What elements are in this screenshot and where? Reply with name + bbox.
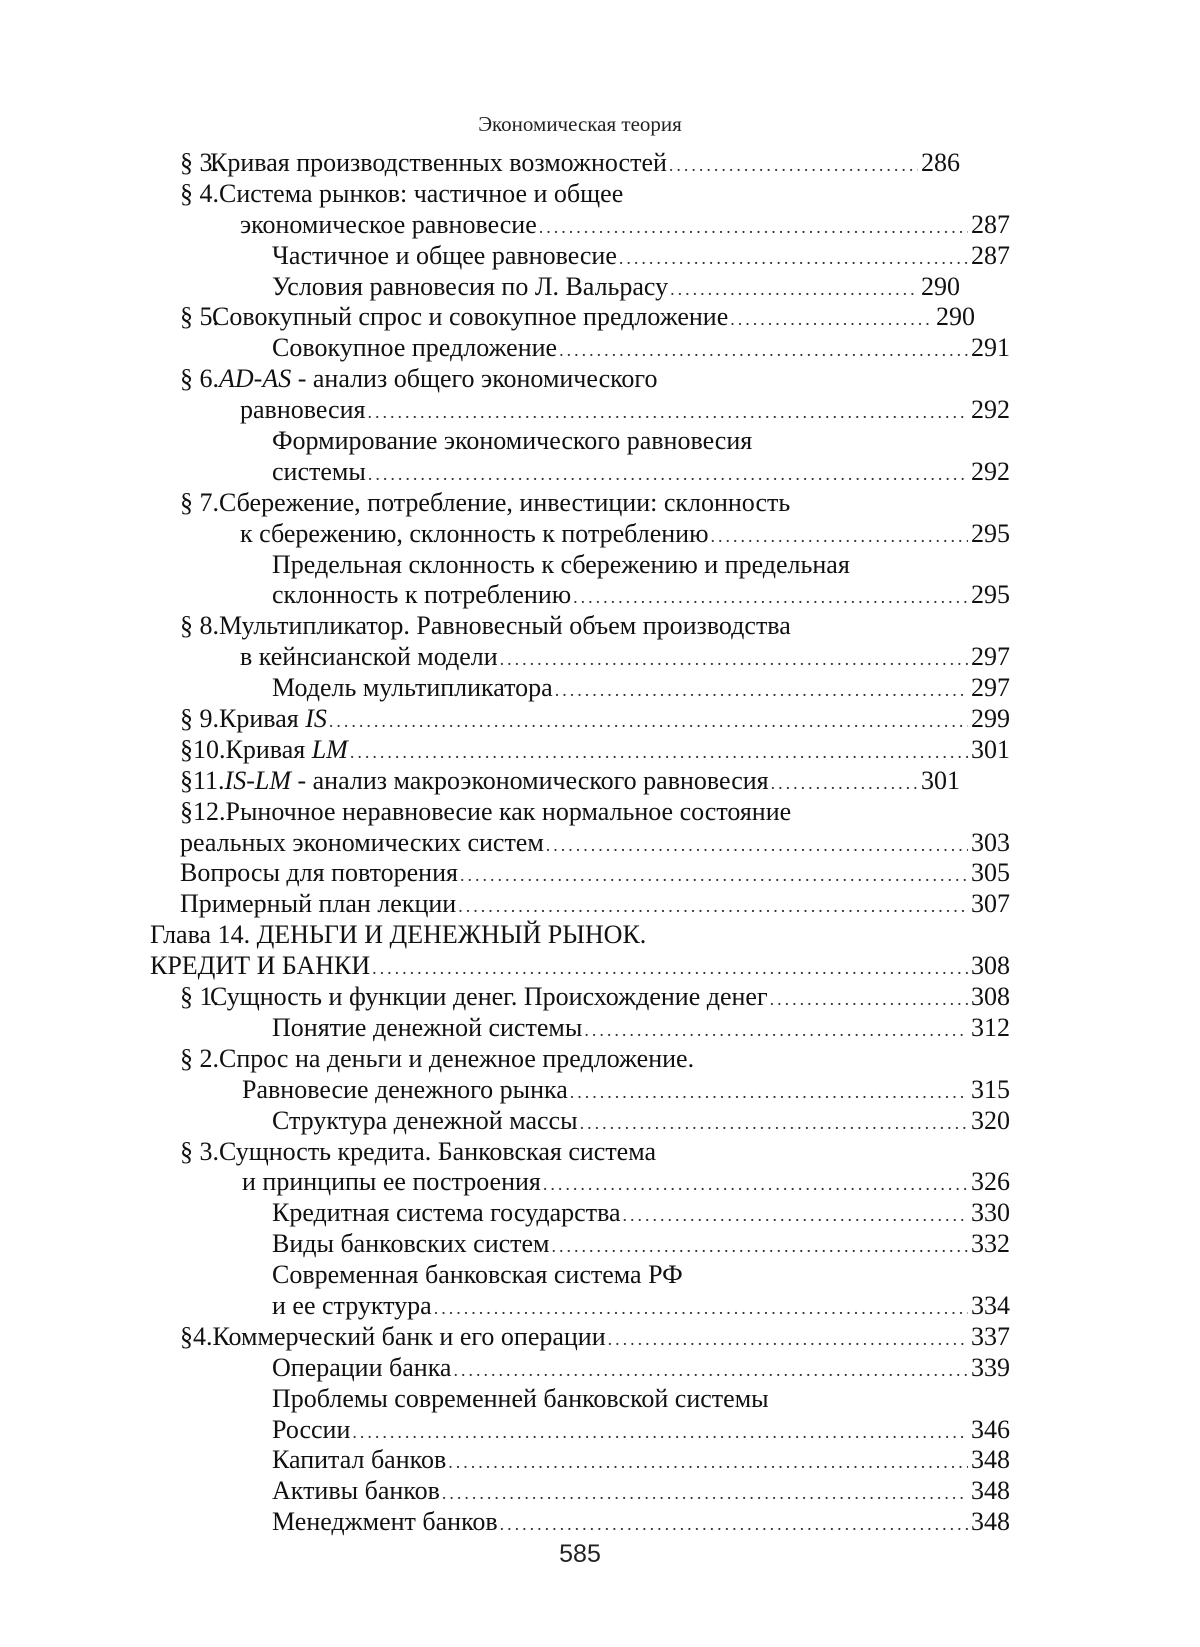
page-ref: 301 (971, 734, 1010, 764)
page-ref: 312 (971, 1012, 1010, 1042)
entry-title: реальных экономических систем (180, 827, 544, 857)
toc-entry (0, 1044, 1010, 1075)
entry-title: Кривая LM (225, 734, 348, 764)
toc-entry (0, 735, 1010, 766)
entry-title: Примерный план лекции (180, 889, 457, 919)
dot-leader (669, 150, 918, 181)
toc-entry (0, 148, 960, 179)
dot-leader (770, 984, 968, 1015)
dot-leader (573, 582, 968, 613)
entry-title: и принципы ее построения (242, 1167, 541, 1197)
dot-leader (552, 1231, 968, 1262)
dot-leader (448, 1447, 968, 1478)
entry-title: Активы банков (272, 1476, 440, 1506)
toc-entry (0, 704, 1010, 735)
dot-leader (500, 1509, 968, 1540)
entry-title: Частичное и общее равновесие (272, 240, 617, 270)
toc-entry (0, 982, 1010, 1013)
toc-entry (0, 1075, 1010, 1106)
dot-leader (623, 1200, 968, 1231)
page-ref: 308 (971, 982, 1010, 1012)
toc-entry (0, 642, 1010, 673)
entry-title: экономическое равновесие (240, 209, 537, 239)
page-ref: 330 (971, 1198, 1010, 1228)
section-number: §10. (180, 734, 226, 764)
toc-entry (0, 1322, 1010, 1353)
page-ref: 297 (971, 642, 1010, 672)
toc-entry (0, 580, 1010, 611)
entry-title: равновесия (240, 395, 366, 425)
page-ref: 326 (971, 1167, 1010, 1197)
dot-leader (608, 1324, 968, 1355)
entry-title: Мультипликатор. Равновесный объем производства (219, 611, 791, 641)
dot-leader (559, 335, 968, 366)
entry-title: Система рынков: частичное и общее (219, 178, 624, 208)
dot-leader (458, 891, 968, 922)
running-header: Экономическая теория (478, 112, 682, 136)
toc-entry (0, 457, 1010, 488)
page-ref: 339 (971, 1352, 1010, 1382)
page-ref: 348 (971, 1445, 1010, 1475)
toc-entry (0, 210, 1010, 241)
section-number: § 4. (180, 178, 219, 208)
entry-title: Структура денежной массы (272, 1105, 578, 1135)
toc-entry (0, 1106, 1010, 1137)
toc-entry (0, 611, 1010, 642)
entry-title: Совокупный спрос и совокупное предложение (212, 302, 729, 332)
toc-entry (0, 1384, 1010, 1415)
entry-title: Формирование экономического равновесия (272, 426, 753, 456)
page-ref: 295 (971, 580, 1010, 610)
dot-leader (368, 459, 968, 490)
page-ref: 291 (971, 333, 1010, 363)
page-ref: 332 (971, 1229, 1010, 1259)
entry-title: Кривая производственных возможностей (210, 148, 667, 177)
entry-title: Сбережение, потребление, инвестиции: склонность (219, 487, 791, 517)
dot-leader (730, 304, 933, 335)
section-number: § 9. (180, 704, 219, 734)
entry-title: России (272, 1414, 351, 1444)
toc-entry (0, 1013, 1010, 1044)
toc-entry (0, 179, 1010, 210)
entry-title: Рыночное неравновесие как нормальное состояние (225, 796, 792, 826)
entry-title: Коммерческий банк и его операции (212, 1321, 606, 1351)
section-number: § 2. (180, 1043, 219, 1073)
section-number: §4. (180, 1321, 213, 1351)
toc-entry (0, 1476, 1010, 1507)
toc-entry (0, 858, 1010, 889)
dot-leader (367, 397, 968, 428)
toc-entry (0, 364, 1010, 395)
page-ref: 299 (971, 704, 1010, 734)
entry-title: Предельная склонность к сбережению и предельная (272, 549, 850, 579)
dot-leader (619, 243, 968, 274)
dot-leader (350, 737, 968, 768)
entry-title: Сущность и функции денег. Происхождение денег (210, 982, 768, 1012)
dot-leader (434, 1293, 968, 1324)
dot-leader (711, 521, 968, 552)
toc-entry (0, 1445, 1010, 1476)
dot-leader (539, 212, 968, 243)
dot-leader (352, 1417, 968, 1448)
page-ref: 307 (971, 889, 1010, 919)
section-number: § 3. (180, 1136, 219, 1166)
toc-entry (0, 488, 1010, 519)
page-number: 585 (559, 1540, 601, 1568)
dot-leader (570, 1077, 968, 1108)
section-number: § 7. (180, 487, 219, 517)
page-ref: 308 (971, 951, 1010, 981)
toc-entry (0, 395, 1010, 426)
page-ref: 334 (971, 1290, 1010, 1320)
section-number: §12. (180, 796, 226, 826)
section-number: §11. (180, 765, 225, 795)
entry-title: Понятие денежной системы (272, 1012, 583, 1042)
dot-leader (329, 706, 968, 737)
section-number: § 8. (180, 611, 219, 641)
dot-leader (580, 1108, 968, 1139)
entry-title: Капитал банков (272, 1445, 447, 1475)
toc-entry (0, 951, 1010, 982)
dot-leader (372, 953, 968, 984)
entry-title: Совокупное предложение (272, 333, 558, 363)
page-ref: 348 (971, 1476, 1010, 1506)
entry-title: к сбережению, склонность к потреблению (240, 518, 709, 548)
toc-entry (0, 426, 1010, 457)
page-ref: 301 (921, 765, 960, 795)
entry-title: в кейнсианской модели (240, 642, 498, 672)
section-number: § 3. (180, 148, 219, 177)
toc-entry (0, 1167, 1010, 1198)
page-ref: 297 (971, 673, 1010, 703)
entry-title: Операции банка (272, 1352, 452, 1382)
section-number: § 6. (180, 364, 219, 394)
entry-title: Виды банковских систем (272, 1229, 550, 1259)
toc-entry (0, 241, 1010, 272)
entry-title: Современная банковская система РФ (272, 1260, 683, 1290)
toc-entry (0, 1415, 1010, 1446)
dot-leader (546, 830, 968, 861)
toc-entry (0, 920, 1010, 951)
dot-leader (771, 768, 918, 799)
entry-title: и ее структура (272, 1290, 432, 1320)
toc-entry (0, 1353, 1010, 1384)
entry-title: AD-AS - анализ общего экономического (219, 364, 658, 394)
toc-entry (0, 550, 1010, 581)
entry-title: Сущность кредита. Банковская система (219, 1136, 657, 1166)
page-ref: 290 (936, 302, 975, 332)
dot-leader (453, 1355, 968, 1386)
toc-entry (0, 1291, 1010, 1322)
entry-title: Равновесие денежного рынка (242, 1074, 568, 1104)
dot-leader (584, 1015, 968, 1046)
page-ref: 303 (971, 827, 1010, 857)
entry-title: Кредитная система государства (272, 1198, 621, 1228)
page-ref: 287 (971, 240, 1010, 270)
entry-title: Модель мультипликатора (272, 673, 553, 703)
entry-title: Кривая IS (219, 704, 327, 734)
entry-title: Условия равновесия по Л. Вальрасу (272, 271, 669, 301)
entry-title: Вопросы для повторения (180, 858, 458, 888)
page-ref: 292 (971, 456, 1010, 486)
dot-leader (555, 675, 968, 706)
entry-title: Проблемы современней банковской системы (272, 1383, 769, 1413)
entry-title: Спрос на деньги и денежное предложение. (219, 1043, 695, 1073)
page-ref: 320 (971, 1105, 1010, 1135)
dot-leader (442, 1478, 968, 1509)
entry-title: КРЕДИТ И БАНКИ (150, 951, 371, 981)
toc-entry (0, 797, 1010, 828)
toc-entry (0, 519, 1010, 550)
toc-entry (0, 828, 1010, 859)
dot-leader (460, 860, 968, 891)
page-ref: 295 (971, 518, 1010, 548)
toc-entry (0, 889, 1010, 920)
dot-leader (500, 644, 968, 675)
toc-entry (0, 766, 960, 797)
toc-entry (0, 1260, 1010, 1291)
page-ref: 305 (971, 858, 1010, 888)
dot-leader (543, 1169, 968, 1200)
page-ref: 290 (921, 271, 960, 301)
page-ref: 286 (921, 148, 960, 177)
entry-title: IS-LM - анализ макроэкономического равновесия (224, 765, 769, 795)
section-number: § 5. (180, 302, 219, 332)
dot-leader (670, 274, 918, 305)
page-ref: 287 (971, 209, 1010, 239)
toc-entry (0, 1507, 1010, 1538)
toc-entry (0, 272, 960, 303)
entry-title: Глава 14. ДЕНЬГИ И ДЕНЕЖНЫЙ РЫНОК. (150, 920, 647, 950)
entry-title: Менеджмент банков (272, 1507, 498, 1537)
entry-title: склонность к потреблению (272, 580, 572, 610)
toc-entry (0, 302, 975, 333)
toc-entry (0, 673, 1010, 704)
toc-entry (0, 1198, 1010, 1229)
toc-entry (0, 1137, 1010, 1168)
toc-entry (0, 333, 1010, 364)
entry-title: системы (272, 456, 366, 486)
page-ref: 315 (971, 1074, 1010, 1104)
toc-entry (0, 1229, 1010, 1260)
page-ref: 348 (971, 1507, 1010, 1537)
page-ref: 346 (971, 1414, 1010, 1444)
page-ref: 292 (971, 395, 1010, 425)
table-of-contents (0, 148, 1200, 1538)
section-number: § 1. (180, 982, 219, 1012)
page-ref: 337 (971, 1321, 1010, 1351)
